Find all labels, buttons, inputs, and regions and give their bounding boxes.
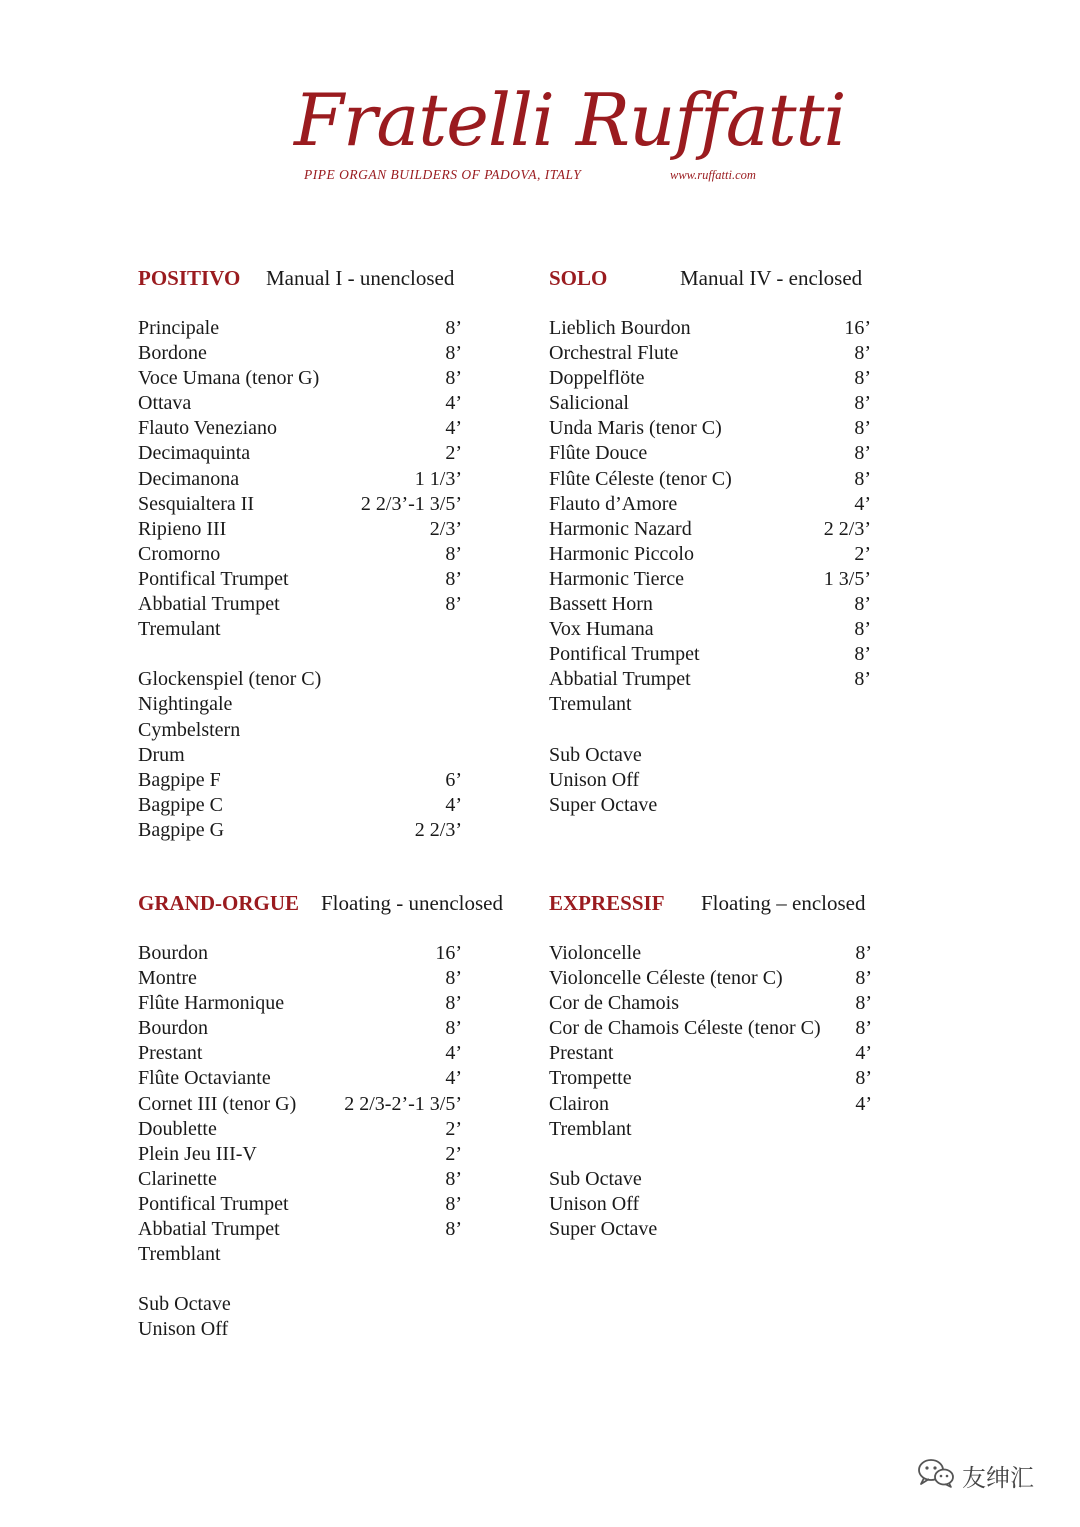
stop-row	[138, 517, 462, 542]
stop-pitch: 4’	[855, 1092, 872, 1115]
division-description: Manual IV - enclosed	[680, 266, 863, 290]
stop-name: Montre	[138, 967, 197, 990]
division-description: Floating – enclosed	[701, 891, 866, 915]
stop-name: Prestant	[549, 1042, 614, 1065]
stop-row	[138, 1092, 462, 1117]
stop-row	[138, 743, 462, 768]
stop-row	[549, 941, 872, 966]
stop-pitch: 1 3/5’	[823, 567, 871, 590]
stop-name: Tremulant	[549, 693, 632, 716]
stop-name: Nightingale	[138, 693, 233, 716]
stop-name: Pontifical Trumpet	[138, 567, 289, 590]
stop-name: Flûte Douce	[549, 442, 648, 465]
stop-row	[138, 1192, 462, 1217]
stop-row	[138, 492, 462, 517]
stop-name: Prestant	[138, 1042, 203, 1065]
stop-name: Bagpipe G	[138, 818, 225, 841]
group-spacer	[138, 1267, 462, 1292]
stop-row	[549, 542, 871, 567]
stop-name: Decimanona	[138, 467, 240, 490]
division-expressif	[549, 891, 872, 1242]
stop-pitch: 2/3’	[429, 517, 462, 540]
stop-row	[549, 592, 871, 617]
stop-row	[549, 1092, 872, 1117]
stop-name: Cornet III (tenor G)	[138, 1092, 297, 1115]
stop-row	[549, 743, 871, 768]
stop-row	[549, 492, 871, 517]
division-header	[549, 891, 872, 921]
stop-row	[138, 441, 462, 466]
stop-pitch: 8’	[445, 992, 462, 1015]
stop-pitch: 2’	[445, 1142, 462, 1165]
stop-row	[549, 1217, 872, 1242]
stop-name: Unison Off	[549, 768, 640, 791]
stop-row	[549, 793, 871, 818]
stop-pitch: 4’	[445, 417, 462, 440]
stop-row	[138, 966, 462, 991]
stop-name: Flûte Octaviante	[138, 1067, 271, 1090]
group-spacer	[549, 1142, 872, 1167]
stop-name: Cor de Chamois	[549, 992, 679, 1015]
stop-name: Super Octave	[549, 793, 658, 816]
stop-name: Bassett Horn	[549, 593, 653, 616]
logo-tagline: PIPE ORGAN BUILDERS OF PADOVA, ITALY	[304, 167, 582, 182]
stop-name: Bagpipe F	[138, 768, 221, 791]
stop-pitch: 8’	[445, 967, 462, 990]
stop-name: Violoncelle Céleste (tenor C)	[549, 967, 783, 990]
stop-name: Ripieno III	[138, 517, 227, 540]
stop-name: Bourdon	[138, 1017, 208, 1040]
stop-row	[138, 818, 462, 843]
stop-row	[549, 692, 871, 717]
stop-row	[549, 366, 871, 391]
division-solo	[549, 266, 871, 818]
stop-row	[138, 366, 462, 391]
stop-row	[138, 768, 462, 793]
stop-pitch: 2 2/3’	[823, 517, 871, 540]
stop-name: Decimaquinta	[138, 442, 251, 465]
stop-row	[549, 391, 871, 416]
stop-row	[549, 416, 871, 441]
stop-name: Unda Maris (tenor C)	[549, 417, 722, 440]
stop-pitch: 8’	[445, 593, 462, 616]
stop-row	[138, 1142, 462, 1167]
stop-pitch: 8’	[445, 367, 462, 390]
stop-pitch: 8’	[854, 417, 871, 440]
division-header	[138, 266, 462, 296]
stop-name: Flauto d’Amore	[549, 492, 678, 515]
stop-name: Plein Jeu III-V	[138, 1142, 257, 1165]
stop-name: Flûte Harmonique	[138, 992, 285, 1015]
stop-name: Super Octave	[549, 1218, 658, 1241]
stop-name: Tremulant	[138, 618, 221, 641]
stop-pitch: 8’	[854, 593, 871, 616]
stop-row	[549, 966, 872, 991]
group-spacer	[138, 642, 462, 667]
stop-name: Unison Off	[138, 1318, 229, 1341]
division-description: Manual I - unenclosed	[266, 266, 455, 290]
watermark-text: 友绅汇	[962, 1464, 1034, 1492]
stop-row	[138, 542, 462, 567]
stop-pitch: 8’	[855, 1017, 872, 1040]
division-name: SOLO	[549, 266, 608, 290]
stop-row	[549, 1117, 872, 1142]
stop-name: Orchestral Flute	[549, 342, 679, 365]
stop-row	[138, 718, 462, 743]
stop-row	[138, 692, 462, 717]
stop-pitch: 2 2/3-2’-1 3/5’	[344, 1092, 462, 1115]
division-name: EXPRESSIF	[549, 891, 665, 915]
stop-name: Doppelflöte	[549, 367, 645, 390]
stop-row	[138, 316, 462, 341]
stop-name: Bourdon	[138, 942, 208, 964]
stop-pitch: 8’	[445, 542, 462, 565]
stop-row	[549, 316, 871, 341]
stop-name: Bordone	[138, 342, 207, 365]
stop-list	[138, 316, 462, 843]
stop-name: Pontifical Trumpet	[549, 643, 700, 666]
stop-name: Cymbelstern	[138, 718, 241, 741]
stop-pitch: 8’	[445, 1167, 462, 1190]
stop-row	[549, 1167, 872, 1192]
logo-url: www.ruffatti.com	[670, 168, 756, 182]
brand-logo	[290, 78, 846, 198]
stop-name: Clarinette	[138, 1167, 217, 1190]
group-spacer	[549, 718, 871, 743]
stop-name: Sub Octave	[549, 743, 642, 766]
stop-row	[138, 1041, 462, 1066]
stop-name: Cromorno	[138, 542, 221, 565]
watermark	[916, 1457, 1034, 1494]
stop-pitch: 4’	[854, 492, 871, 515]
stop-name: Sub Octave	[549, 1167, 642, 1190]
stop-row	[549, 517, 871, 542]
stop-row	[138, 667, 462, 692]
stop-name: Trompette	[549, 1067, 632, 1090]
stop-row	[549, 341, 871, 366]
stop-row	[138, 1292, 462, 1317]
stop-name: Harmonic Tierce	[549, 567, 684, 590]
division-header	[549, 266, 871, 296]
division-header	[138, 891, 503, 921]
stop-row	[138, 467, 462, 492]
stop-row	[138, 1317, 462, 1342]
stop-row	[549, 1066, 872, 1091]
stop-row	[138, 1167, 462, 1192]
stop-name: Abbatial Trumpet	[138, 593, 280, 616]
stop-row	[138, 416, 462, 441]
stop-pitch: 2’	[445, 442, 462, 465]
stop-row	[138, 617, 462, 642]
stop-pitch: 8’	[854, 643, 871, 666]
stop-list	[549, 316, 871, 818]
stop-row	[549, 467, 871, 492]
stop-name: Tremblant	[549, 1117, 632, 1140]
stop-row	[138, 391, 462, 416]
stop-pitch: 2 2/3’-1 3/5’	[360, 492, 462, 515]
stop-row	[549, 567, 871, 592]
stop-name: Harmonic Piccolo	[549, 542, 694, 565]
stop-name: Abbatial Trumpet	[549, 668, 691, 691]
stop-pitch: 4’	[445, 392, 462, 415]
stop-pitch: 1 1/3’	[414, 467, 462, 490]
stop-pitch: 8’	[445, 342, 462, 365]
stop-name: Pontifical Trumpet	[138, 1192, 289, 1215]
stop-name: Drum	[138, 743, 185, 766]
stop-pitch: 8’	[854, 618, 871, 641]
stop-pitch: 4’	[445, 793, 462, 816]
stop-row	[138, 341, 462, 366]
stop-row	[549, 1192, 872, 1217]
stop-name: Abbatial Trumpet	[138, 1218, 280, 1241]
stop-pitch: 16’	[435, 942, 462, 964]
stop-pitch: 8’	[854, 342, 871, 365]
stop-pitch: 8’	[855, 992, 872, 1015]
stop-pitch: 8’	[854, 668, 871, 691]
stop-pitch: 2 2/3’	[414, 818, 462, 841]
stop-row	[549, 667, 871, 692]
stop-row	[549, 1041, 872, 1066]
division-grand-orgue	[138, 891, 503, 1343]
stop-pitch: 8’	[854, 392, 871, 415]
stop-name: Flauto Veneziano	[138, 417, 278, 440]
stop-pitch: 8’	[855, 967, 872, 990]
stop-name: Sesquialtera II	[138, 492, 255, 515]
stop-row	[138, 793, 462, 818]
stop-row	[549, 617, 871, 642]
stop-row	[549, 642, 871, 667]
stop-row	[138, 1117, 462, 1142]
stop-pitch: 8’	[445, 1218, 462, 1241]
stop-name: Vox Humana	[549, 618, 654, 641]
stop-row	[549, 441, 871, 466]
stop-row	[138, 1217, 462, 1242]
stop-pitch: 8’	[854, 367, 871, 390]
logo-wordmark: Fratelli Ruffatti	[294, 78, 846, 162]
stop-pitch: 4’	[855, 1042, 872, 1065]
stop-row	[138, 592, 462, 617]
stop-list	[138, 941, 462, 1343]
division-name: POSITIVO	[138, 266, 241, 290]
stop-name: Flûte Céleste (tenor C)	[549, 467, 732, 490]
stop-pitch: 8’	[854, 442, 871, 465]
wechat-icon	[916, 1457, 956, 1494]
stop-name: Voce Umana (tenor G)	[138, 367, 320, 390]
stop-list	[549, 941, 872, 1242]
stop-pitch: 8’	[855, 942, 872, 964]
stop-pitch: 2’	[445, 1117, 462, 1140]
stop-row	[138, 941, 462, 966]
stop-row	[138, 567, 462, 592]
stop-pitch: 4’	[445, 1042, 462, 1065]
stop-row	[138, 1066, 462, 1091]
stop-pitch: 8’	[445, 317, 462, 339]
stop-row	[549, 768, 871, 793]
stop-pitch: 16’	[844, 317, 871, 339]
division-name: GRAND-ORGUE	[138, 891, 299, 915]
stop-name: Sub Octave	[138, 1293, 231, 1316]
stop-pitch: 6’	[445, 768, 462, 791]
division-description: Floating - unenclosed	[321, 891, 503, 915]
stop-name: Doublette	[138, 1117, 217, 1140]
stop-pitch: 2’	[854, 542, 871, 565]
stop-pitch: 8’	[445, 1192, 462, 1215]
stop-pitch: 8’	[445, 1017, 462, 1040]
stop-name: Tremblant	[138, 1243, 221, 1266]
division-positivo	[138, 266, 462, 843]
stop-name: Principale	[138, 317, 220, 339]
stop-name: Cor de Chamois Céleste (tenor C)	[549, 1017, 821, 1040]
stop-name: Harmonic Nazard	[549, 517, 692, 540]
stop-row	[549, 1016, 872, 1041]
stop-name: Unison Off	[549, 1192, 640, 1215]
stop-pitch: 8’	[854, 467, 871, 490]
stop-pitch: 8’	[855, 1067, 872, 1090]
stop-name: Lieblich Bourdon	[549, 317, 691, 339]
stop-name: Salicional	[549, 392, 629, 415]
stop-row	[138, 1242, 462, 1267]
stop-pitch: 8’	[445, 567, 462, 590]
stop-name: Bagpipe C	[138, 793, 223, 816]
stop-pitch: 4’	[445, 1067, 462, 1090]
stop-name: Clairon	[549, 1092, 609, 1115]
stop-name: Ottava	[138, 392, 192, 415]
stop-row	[138, 1016, 462, 1041]
stop-name: Glockenspiel (tenor C)	[138, 668, 322, 691]
stop-row	[549, 991, 872, 1016]
stop-name: Violoncelle	[549, 942, 642, 964]
stop-row	[138, 991, 462, 1016]
